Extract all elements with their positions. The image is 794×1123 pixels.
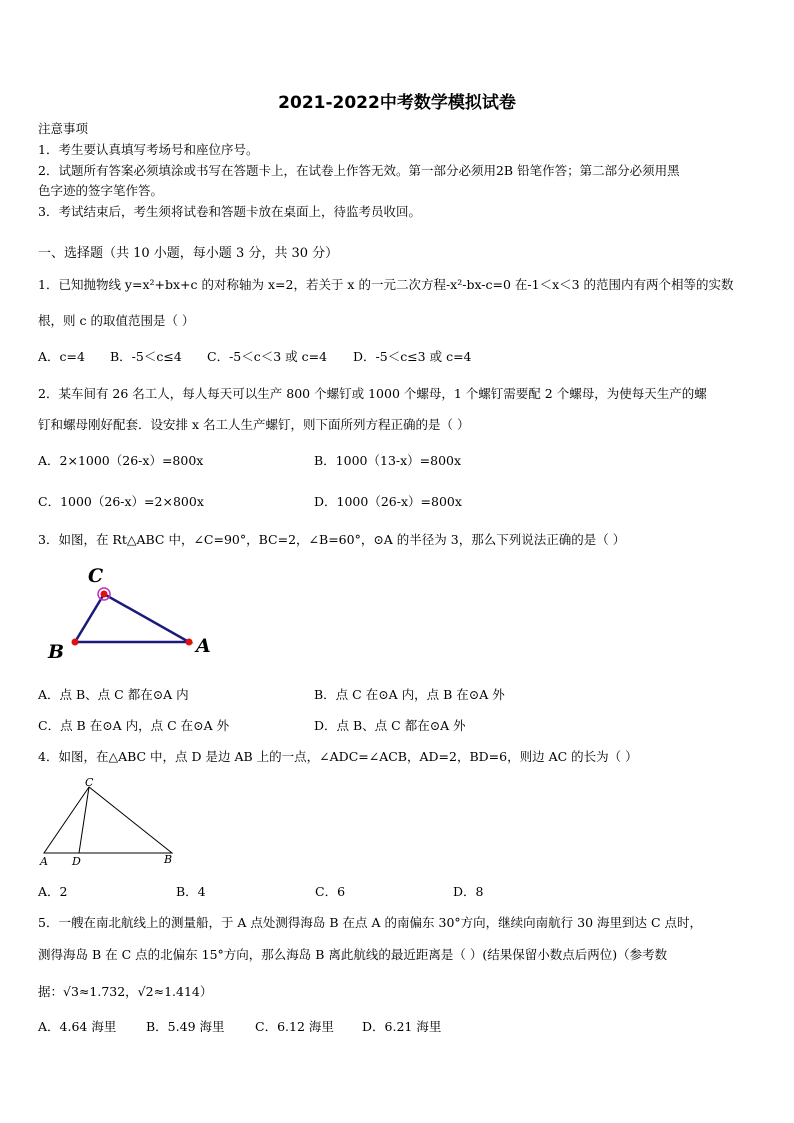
q3-option-a: A．点 B、点 C 都在⊙A 内	[38, 687, 189, 702]
q1-option-c: C．-5＜c＜3 或 c=4	[207, 349, 328, 364]
section-heading: 一、选择题（共 10 小题，每小题 3 分，共 30 分）	[38, 246, 339, 261]
q5-line-1: 5．一艘在南北航线上的测量船，于 A 点处测得海岛 B 在点 A 的南偏东 30°方向，继续向南航行 30 海里到达 C 点时，	[38, 915, 703, 930]
q4-label-a: A	[40, 855, 48, 868]
q3-label-c: C	[88, 565, 104, 587]
q2-option-c: C．1000（26-x）=2×800x	[38, 494, 204, 509]
notice-item-3: 3．考试结束后，考生须将试卷和答题卡放在桌面上，待监考员收回。	[38, 204, 421, 219]
q3-label-a: A	[196, 635, 211, 657]
q4-option-d: D．8	[453, 884, 484, 899]
q3-line: 3．如图，在 Rt△ABC 中，∠C=90°，BC=2，∠B=60°，⊙A 的半径为 3，那么下列说法正确的是（ ）	[38, 532, 626, 547]
q2-option-b: B．1000（13-x）=800x	[314, 453, 462, 468]
q2-option-a: A．2×1000（26-x）=800x	[38, 453, 204, 468]
notice-item-2: 2．试题所有答案必须填涂或书写在答题卡上，在试卷上作答无效。第一部分必须用2B 铅笔作答；第二部分必须用黑	[38, 163, 680, 178]
q3-triangle-figure	[40, 560, 230, 670]
q1-option-a: A．c=4	[38, 349, 85, 364]
q4-option-c: C．6	[315, 884, 346, 899]
q2-option-d: D．1000（26-x）=800x	[314, 494, 462, 509]
q3-label-b: B	[48, 641, 65, 663]
q4-triangle-figure	[36, 776, 186, 870]
notice-heading: 注意事项	[38, 121, 89, 136]
q3-point-b	[72, 639, 79, 646]
exam-title: 2021-2022中考数学模拟试卷	[278, 93, 516, 113]
q4-label-c: C	[85, 776, 94, 789]
q3-triangle	[75, 594, 189, 642]
q4-line: 4．如图，在△ABC 中，点 D 是边 AB 上的一点，∠ADC=∠ACB，AD=2，BD=6，则边 AC 的长为（ ）	[38, 749, 638, 764]
q3-option-b: B．点 C 在⊙A 内，点 B 在⊙A 外	[314, 687, 505, 702]
q3-point-c	[101, 591, 108, 598]
notice-item-2-cont: 色字迹的签字笔作答。	[38, 183, 164, 198]
q2-line-2: 钉和螺母刚好配套．设安排 x 名工人生产螺钉，则下面所列方程正确的是（ ）	[38, 417, 470, 432]
q5-option-c: C．6.12 海里	[255, 1019, 334, 1034]
q4-label-b: B	[164, 853, 173, 866]
q4-segment-cd	[79, 787, 89, 853]
q5-option-b: B．5.49 海里	[146, 1019, 225, 1034]
notice-item-1: 1．考生要认真填写考场号和座位序号。	[38, 142, 259, 157]
q3-point-a	[186, 639, 193, 646]
q5-line-3: 据：√3≈1.732，√2≈1.414）	[38, 984, 213, 999]
q4-option-b: B．4	[176, 884, 206, 899]
q1-option-b: B．-5＜c≤4	[110, 349, 182, 364]
q4-option-a: A．2	[38, 884, 68, 899]
q5-option-d: D．6.21 海里	[362, 1019, 442, 1034]
q4-triangle	[44, 787, 172, 853]
q5-option-a: A．4.64 海里	[38, 1019, 117, 1034]
q1-line-1: 1．已知抛物线 y=x²+bx+c 的对称轴为 x=2，若关于 x 的一元二次方程-x²-bx-c=0 在-1＜x＜3 的范围内有两个相等的实数	[38, 277, 734, 292]
q1-option-d: D．-5＜c≤3 或 c=4	[353, 349, 472, 364]
q4-label-d: D	[72, 855, 81, 868]
q3-option-d: D．点 B、点 C 都在⊙A 外	[314, 718, 466, 733]
q1-line-2: 根，则 c 的取值范围是（ ）	[38, 313, 195, 328]
q3-option-c: C．点 B 在⊙A 内，点 C 在⊙A 外	[38, 718, 230, 733]
q2-line-1: 2．某车间有 26 名工人，每人每天可以生产 800 个螺钉或 1000 个螺母，1 个螺钉需要配 2 个螺母，为使每天生产的螺	[38, 386, 707, 401]
q5-line-2: 测得海岛 B 在 C 点的北偏东 15°方向，那么海岛 B 离此航线的最近距离是（ ）(结果保留小数点后两位)（参考数	[38, 947, 668, 962]
